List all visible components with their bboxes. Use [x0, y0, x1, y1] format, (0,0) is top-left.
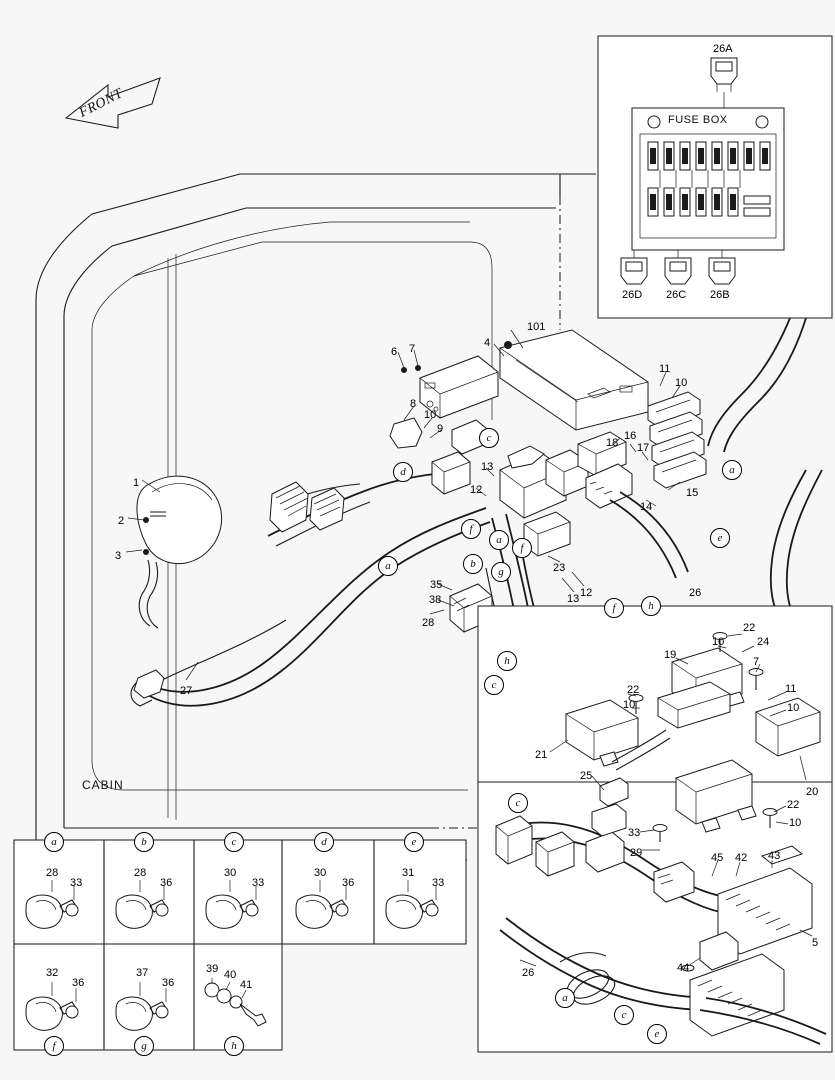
balloon-c-1[interactable]: c — [479, 428, 499, 448]
callout-14: 14 — [640, 501, 653, 513]
callout-42: 42 — [735, 852, 748, 864]
legend-h-num-3: 41 — [240, 979, 253, 991]
callout-20: 20 — [806, 786, 819, 798]
callout-10-c: 10 — [712, 636, 725, 648]
fuse-26c-icon — [665, 258, 691, 284]
callout-29: 29 — [630, 847, 643, 859]
callout-24: 24 — [757, 636, 770, 648]
balloon-f-3[interactable]: f — [604, 598, 624, 618]
callout-5: 5 — [812, 937, 819, 949]
fuse-26a-label: 26A — [713, 43, 733, 55]
legend-g-num-2: 36 — [162, 977, 175, 989]
callout-28: 28 — [422, 617, 435, 629]
fuse-26b-icon — [709, 258, 735, 284]
callout-16: 16 — [624, 430, 637, 442]
legend-f-num-1: 32 — [46, 967, 59, 979]
balloon-f-2[interactable]: f — [512, 538, 532, 558]
fuse-26b-label: 26B — [710, 289, 730, 301]
callout-17: 17 — [637, 442, 650, 454]
callout-19: 19 — [664, 649, 677, 661]
callout-13-b: 13 — [567, 593, 580, 605]
fuse-26d-label: 26D — [622, 289, 643, 301]
callout-21: 21 — [535, 749, 548, 761]
callout-35: 35 — [430, 579, 443, 591]
callout-25: 25 — [580, 770, 593, 782]
callout-43: 43 — [768, 850, 781, 862]
balloon-a-2[interactable]: a — [489, 530, 509, 550]
callout-6: 6 — [391, 346, 398, 358]
callout-33-b: 33 — [628, 827, 641, 839]
legend-balloon-c[interactable]: c — [224, 832, 244, 852]
relay-8 — [390, 418, 422, 448]
legend-balloon-d[interactable]: d — [314, 832, 334, 852]
callout-15: 15 — [686, 487, 699, 499]
legend-d-num-1: 30 — [314, 867, 327, 879]
legend-a-num-1: 28 — [46, 867, 59, 879]
balloon-a-1[interactable]: a — [722, 460, 742, 480]
callout-10-a: 10 — [424, 409, 437, 421]
legend-b-num-2: 36 — [160, 877, 173, 889]
callout-26-b: 26 — [522, 967, 535, 979]
callout-27: 27 — [180, 685, 193, 697]
callout-3: 3 — [115, 550, 122, 562]
callout-2: 2 — [118, 515, 125, 527]
callout-10-d: 10 — [787, 702, 800, 714]
balloon-e-1[interactable]: e — [710, 528, 730, 548]
legend-c-num-2: 33 — [252, 877, 265, 889]
callout-22-c: 22 — [787, 799, 800, 811]
callout-22-b: 22 — [627, 684, 640, 696]
callout-101: 101 — [527, 321, 546, 333]
balloon-e-2[interactable]: e — [647, 1024, 667, 1044]
legend-balloon-e[interactable]: e — [404, 832, 424, 852]
controller-101 — [500, 330, 648, 430]
callout-9: 9 — [437, 423, 444, 435]
callout-7-b: 7 — [753, 656, 760, 668]
legend-a-num-2: 33 — [70, 877, 83, 889]
fuse-box-panel — [598, 36, 832, 318]
callout-13-a: 13 — [481, 461, 494, 473]
balloon-b-1[interactable]: b — [463, 554, 483, 574]
legend-f-num-2: 36 — [72, 977, 85, 989]
callout-38: 38 — [429, 594, 442, 606]
legend-c-num-1: 30 — [224, 867, 237, 879]
callout-45: 45 — [711, 852, 724, 864]
callout-12-b: 12 — [580, 587, 593, 599]
balloon-c-3[interactable]: c — [508, 793, 528, 813]
callout-44: 44 — [677, 962, 690, 974]
balloon-c-2[interactable]: c — [484, 675, 504, 695]
callout-22-a: 22 — [743, 622, 756, 634]
balloon-g-1[interactable]: g — [491, 562, 511, 582]
gauge-cluster-1 — [137, 476, 222, 628]
callout-7: 7 — [409, 343, 416, 355]
legend-balloon-b[interactable]: b — [134, 832, 154, 852]
balloon-c-4[interactable]: c — [614, 1005, 634, 1025]
legend-balloon-a[interactable]: a — [44, 832, 64, 852]
callout-10-e: 10 — [623, 699, 636, 711]
legend-g-num-1: 37 — [136, 967, 149, 979]
callout-1: 1 — [133, 477, 140, 489]
callout-11-b: 11 — [785, 683, 797, 695]
balloon-a-4[interactable]: a — [555, 988, 575, 1008]
legend-h-num-1: 39 — [206, 963, 219, 975]
fuse-box-label: FUSE BOX — [668, 114, 728, 126]
legend-h-num-2: 40 — [224, 969, 237, 981]
callout-12-a: 12 — [470, 484, 483, 496]
front-label: FRONT — [76, 86, 126, 121]
cabin-label: CABIN — [82, 778, 124, 792]
fuse-26d-icon — [621, 258, 647, 284]
balloon-h-1[interactable]: h — [641, 596, 661, 616]
callout-10-f: 10 — [789, 817, 802, 829]
legend-balloon-g[interactable]: g — [134, 1036, 154, 1056]
callout-11-a: 11 — [659, 363, 671, 375]
callout-8: 8 — [410, 398, 417, 410]
callout-23: 23 — [553, 562, 566, 574]
balloon-d-1[interactable]: d — [393, 462, 413, 482]
legend-balloon-h[interactable]: h — [224, 1036, 244, 1056]
callout-10-b: 10 — [675, 377, 688, 389]
legend-d-num-2: 36 — [342, 877, 355, 889]
balloon-f-1[interactable]: f — [461, 519, 481, 539]
legend-b-num-1: 28 — [134, 867, 147, 879]
balloon-h-2[interactable]: h — [497, 651, 517, 671]
legend-balloon-f[interactable]: f — [44, 1036, 64, 1056]
callout-18: 18 — [606, 437, 619, 449]
legend-e-num-2: 33 — [432, 877, 445, 889]
legend-table — [14, 840, 466, 1050]
legend-e-num-1: 31 — [402, 867, 415, 879]
balloon-a-3[interactable]: a — [378, 556, 398, 576]
callout-4: 4 — [484, 337, 491, 349]
callout-26-a: 26 — [689, 587, 702, 599]
fuse-26c-label: 26C — [666, 289, 687, 301]
